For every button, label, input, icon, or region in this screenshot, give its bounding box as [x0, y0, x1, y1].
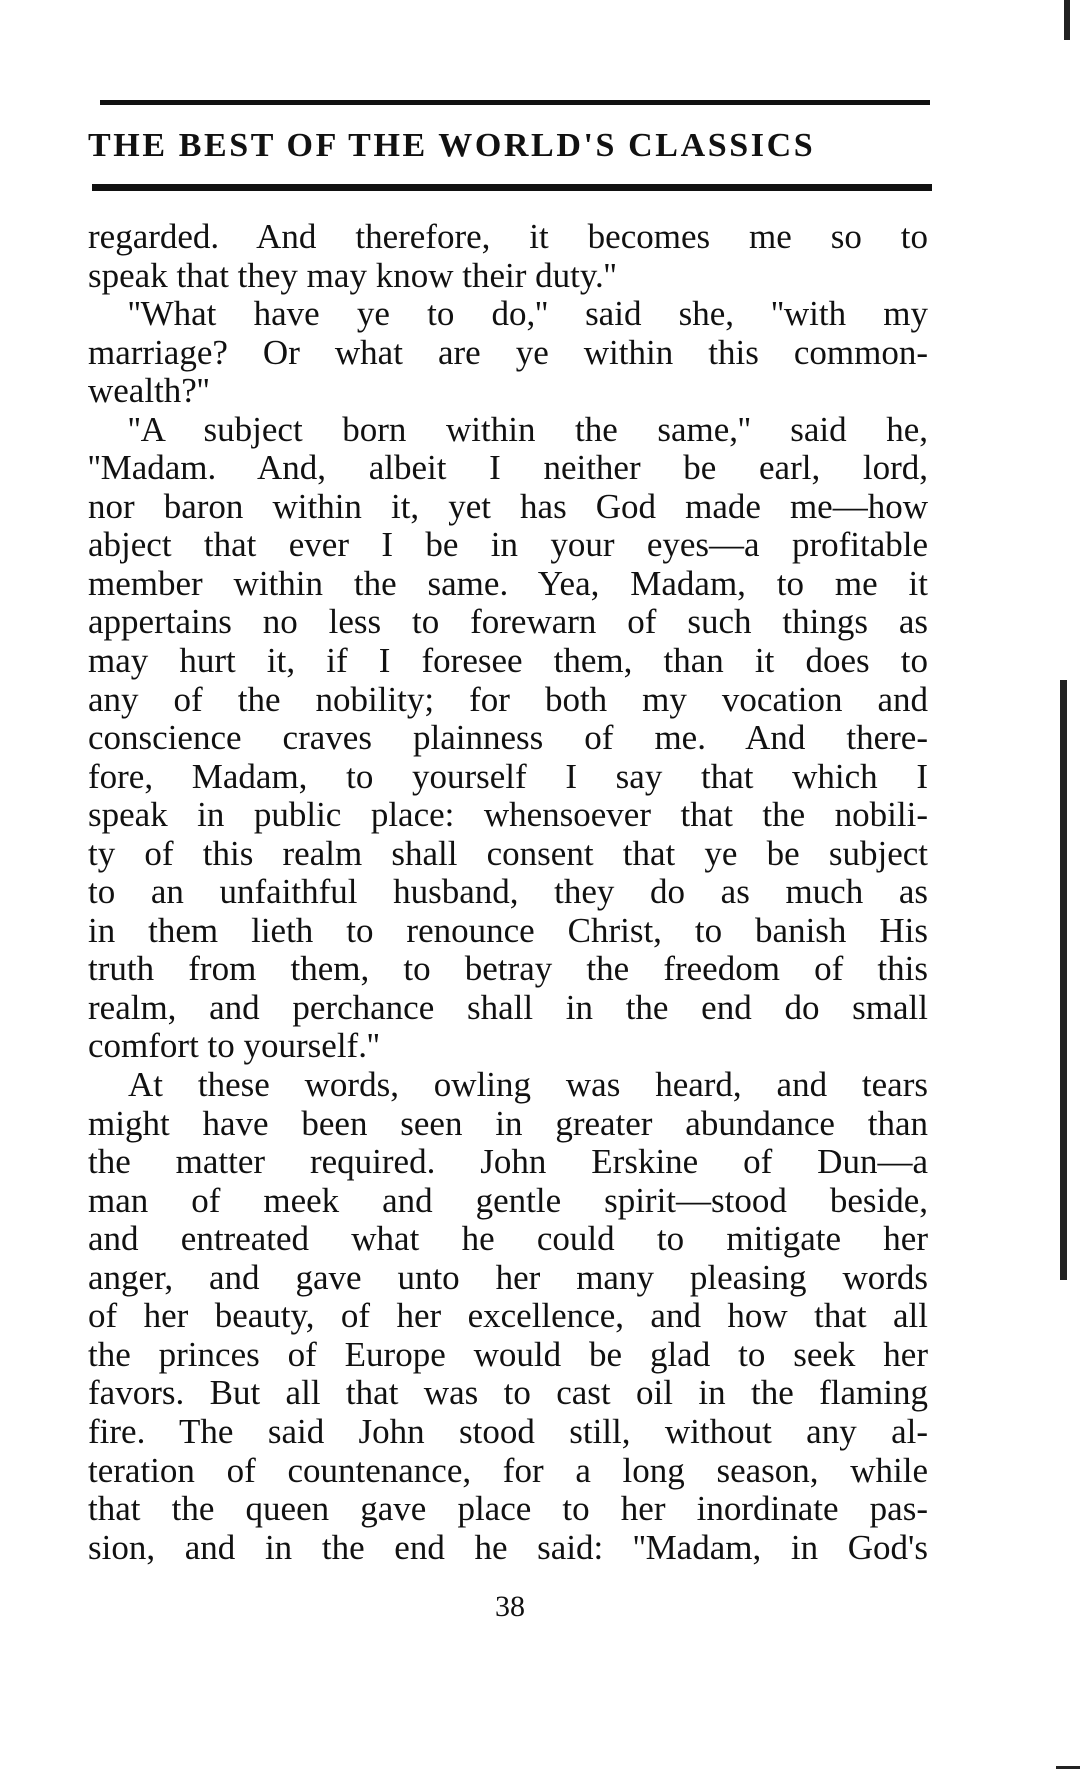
text-line: that the queen gave place to her inordinate pas- — [88, 1490, 928, 1529]
text-line: of her beauty, of her excellence, and how that all — [88, 1297, 928, 1336]
scan-edge-mark — [1060, 680, 1067, 1280]
header-rule-bottom — [92, 184, 932, 191]
page-number: 38 — [495, 1590, 525, 1623]
text-line: ''What have ye to do,'' said she, ''with my — [128, 295, 928, 334]
text-line: ''Madam. And, albeit I neither be earl, lord, — [88, 449, 928, 488]
text-line: regarded. And therefore, it becomes me so to — [88, 218, 928, 256]
text-line: favors. But all that was to cast oil in the flaming — [88, 1374, 928, 1413]
text-line: ''A subject born within the same,'' said he, — [128, 410, 928, 449]
text-line: the princes of Europe would be glad to seek her — [88, 1335, 928, 1374]
text-line: conscience craves plainness of me. And there- — [88, 719, 928, 758]
text-line: comfort to yourself.'' — [88, 1027, 380, 1066]
text-line: in them lieth to renounce Christ, to banish His — [88, 911, 928, 950]
text-line: fire. The said John stood still, without any al- — [88, 1412, 928, 1451]
text-line: any of the nobility; for both my vocation and — [88, 680, 928, 719]
text-line: might have been seen in greater abundance than — [88, 1104, 928, 1143]
text-line: fore, Madam, to yourself I say that which I — [88, 757, 928, 796]
text-line: speak that they may know their duty.'' — [88, 256, 617, 295]
text-line: sion, and in the end he said: ''Madam, in God's — [88, 1528, 928, 1567]
text-line: to an unfaithful husband, they do as much as — [88, 873, 928, 912]
text-line: may hurt it, if I foresee them, than it does to — [88, 642, 928, 681]
running-head: THE BEST OF THE WORLD'S CLASSICS — [88, 127, 816, 164]
text-line: marriage? Or what are ye within this common- — [88, 333, 928, 372]
text-line: anger, and gave unto her many pleasing words — [88, 1258, 928, 1297]
text-line: and entreated what he could to mitigate her — [88, 1220, 928, 1259]
text-line: wealth?'' — [88, 372, 210, 411]
text-line: nor baron within it, yet has God made me—how — [88, 487, 928, 526]
text-line: appertains no less to forewarn of such things as — [88, 603, 928, 642]
text-line: man of meek and gentle spirit—stood beside, — [88, 1181, 928, 1220]
text-line: member within the same. Yea, Madam, to me it — [88, 564, 928, 603]
text-line: abject that ever I be in your eyes—a profitable — [88, 526, 928, 565]
body-text — [88, 218, 928, 1567]
text-line: realm, and perchance shall in the end do small — [88, 988, 928, 1027]
header-rule-top — [100, 100, 930, 105]
text-line: truth from them, to betray the freedom of this — [88, 950, 928, 989]
text-line: speak in public place: whensoever that the nobili- — [88, 796, 928, 835]
text-line: the matter required. John Erskine of Dun—a — [88, 1143, 928, 1182]
text-line: At these words, owling was heard, and tears — [128, 1066, 928, 1105]
scan-edge-mark — [1056, 1766, 1080, 1769]
text-line: teration of countenance, for a long season, while — [88, 1451, 928, 1490]
scan-edge-mark — [1064, 0, 1070, 40]
text-line: ty of this realm shall consent that ye be subject — [88, 834, 928, 873]
